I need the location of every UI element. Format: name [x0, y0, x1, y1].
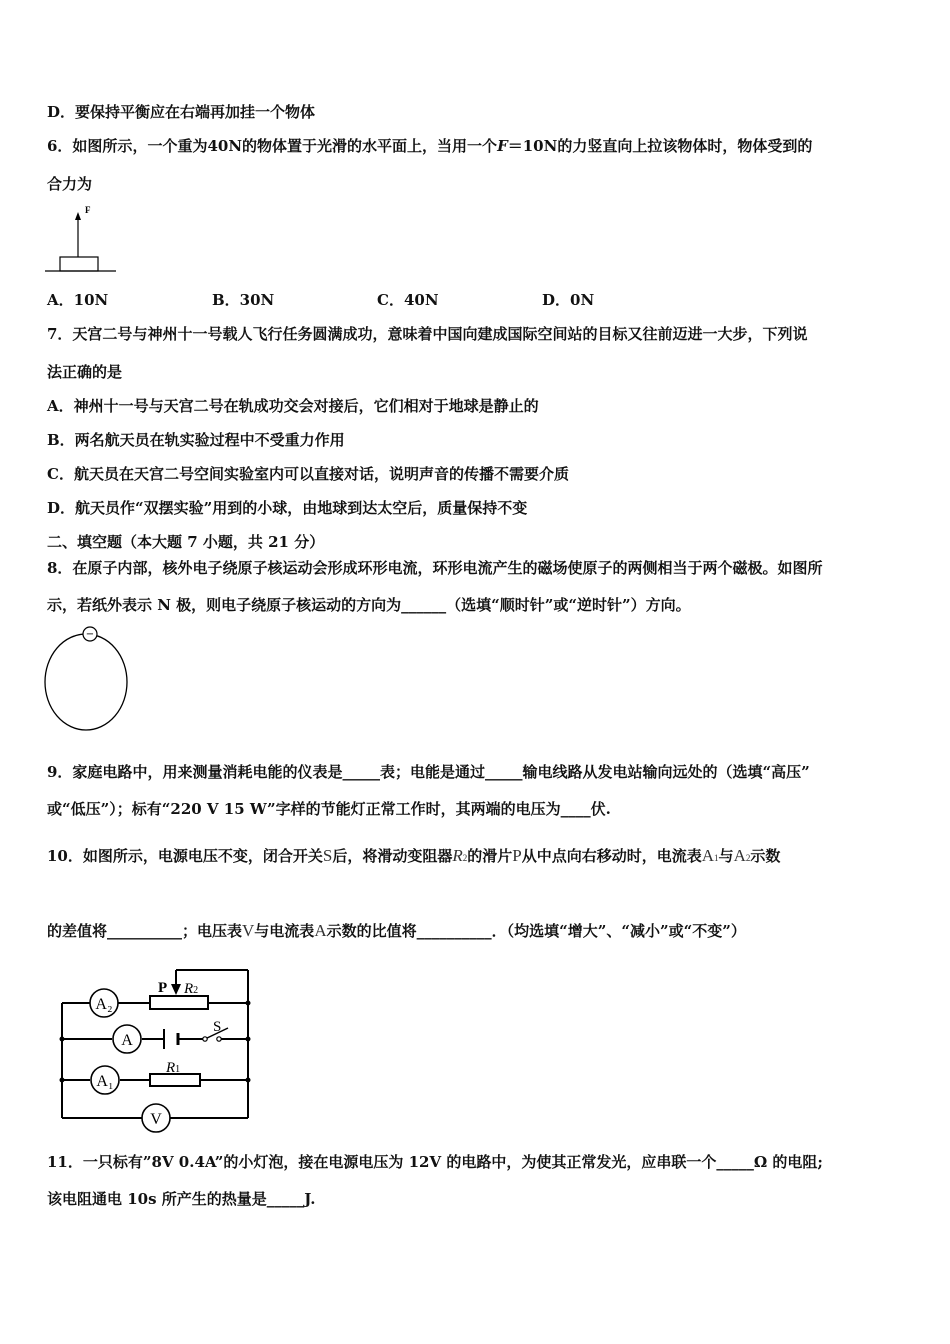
ammeter-a2-label: A₂	[95, 996, 113, 1013]
voltmeter-v-label: V	[150, 1111, 162, 1128]
q6-stem-line1: 6．如图所示，一个重为40N的物体置于光滑的水平面上，当用一个F＝10N的力竖直向上拉该物体时，物体受到的	[47, 137, 813, 155]
r1-label: R1	[166, 1060, 181, 1076]
q11-stem-line2: 该电阻通电 10s 所产生的热量是_____J.	[47, 1190, 316, 1208]
q6-option-c[interactable]: C．40N	[377, 291, 439, 309]
q7-option-d[interactable]: D．航天员作“双摆实验”用到的小球，由地球到达太空后，质量保持不变	[47, 499, 528, 517]
q7-option-b[interactable]: B．两名航天员在轨实验过程中不受重力作用	[47, 431, 345, 449]
switch-label: S	[213, 1019, 222, 1035]
q6-stem-line2: 合力为	[47, 175, 93, 193]
force-label: F	[85, 205, 91, 215]
junction-dot	[60, 1078, 65, 1083]
q7-option-a[interactable]: A．神州十一号与天宫二号在轨成功交会对接后，它们相对于地球是静止的	[47, 397, 539, 415]
ammeter-a-label: A	[121, 1032, 133, 1049]
junction-dot	[246, 1001, 251, 1006]
slider-arrow	[171, 984, 181, 995]
q6-option-d[interactable]: D．0N	[542, 291, 595, 309]
q7-stem-line1: 7．天宫二号与神州十一号载人飞行任务圆满成功，意味着中国向建成国际空间站的目标又往前迈进一大步，下列说	[47, 325, 808, 343]
q7-option-c[interactable]: C．航天员在天宫二号空间实验室内可以直接对话，说明声音的传播不需要介质	[47, 465, 569, 483]
junction-dot	[60, 1037, 65, 1042]
q9-stem-line2: 或“低压”）；标有“220 V 15 W”字样的节能灯正常工作时，其两端的电压为____伏.	[47, 800, 611, 818]
q10-stem-line1: 10．如图所示，电源电压不变，闭合开关S后，将滑动变阻器R2的滑片P从中点向右移动时，电流表A1与A2示数	[47, 846, 781, 865]
q8-atom-figure	[42, 624, 134, 734]
electron-sign: −	[85, 629, 95, 640]
q9-stem-line1: 9．家庭电路中，用来测量消耗电能的仪表是_____表；电能是通过_____输电线路从发电站输向远处的（选填“高压”	[47, 763, 810, 781]
switch-contact-right	[217, 1037, 221, 1041]
q8-stem-line2: 示，若纸外表示 N 极，则电子绕原子核运动的方向为______（选填“顺时针”或“逆时针”）方向。	[47, 596, 691, 614]
q5-option-d: D．要保持平衡应在右端再加挂一个物体	[47, 103, 316, 121]
q6-option-a[interactable]: A．10N	[47, 291, 109, 309]
electron-orbit	[45, 634, 127, 730]
q7-stem-line2: 法正确的是	[47, 363, 123, 381]
r2-resistor	[150, 996, 208, 1009]
block	[60, 257, 98, 271]
junction-dot	[246, 1037, 251, 1042]
slider-label: P	[158, 980, 168, 996]
q11-stem-line1: 11．一只标有”8V 0.4A”的小灯泡，接在电源电压为 12V 的电路中，为使其正常发光，应串联一个_____Ω 的电阻;	[47, 1153, 823, 1171]
junction-dot	[246, 1078, 251, 1083]
q6-figure	[42, 203, 122, 275]
q6-option-b[interactable]: B．30N	[212, 291, 275, 309]
q10-circuit-diagram	[50, 962, 256, 1137]
ammeter-a1-label: A₁	[96, 1073, 114, 1090]
switch-contact-left	[203, 1037, 207, 1041]
r2-label: R2	[184, 981, 199, 997]
q10-stem-line2: 的差值将__________；电压表V与电流表A示数的比值将__________．（均选填“增大”、“减小”或“不变”）	[47, 921, 746, 940]
section-heading: 二、填空题（本大题 7 小题，共 21 分）	[47, 533, 325, 551]
q8-stem-line1: 8．在原子内部，核外电子绕原子核运动会形成环形电流，环形电流产生的磁场使原子的两侧相当于两个磁极。如图所	[47, 559, 823, 577]
force-arrow-head	[75, 212, 81, 220]
